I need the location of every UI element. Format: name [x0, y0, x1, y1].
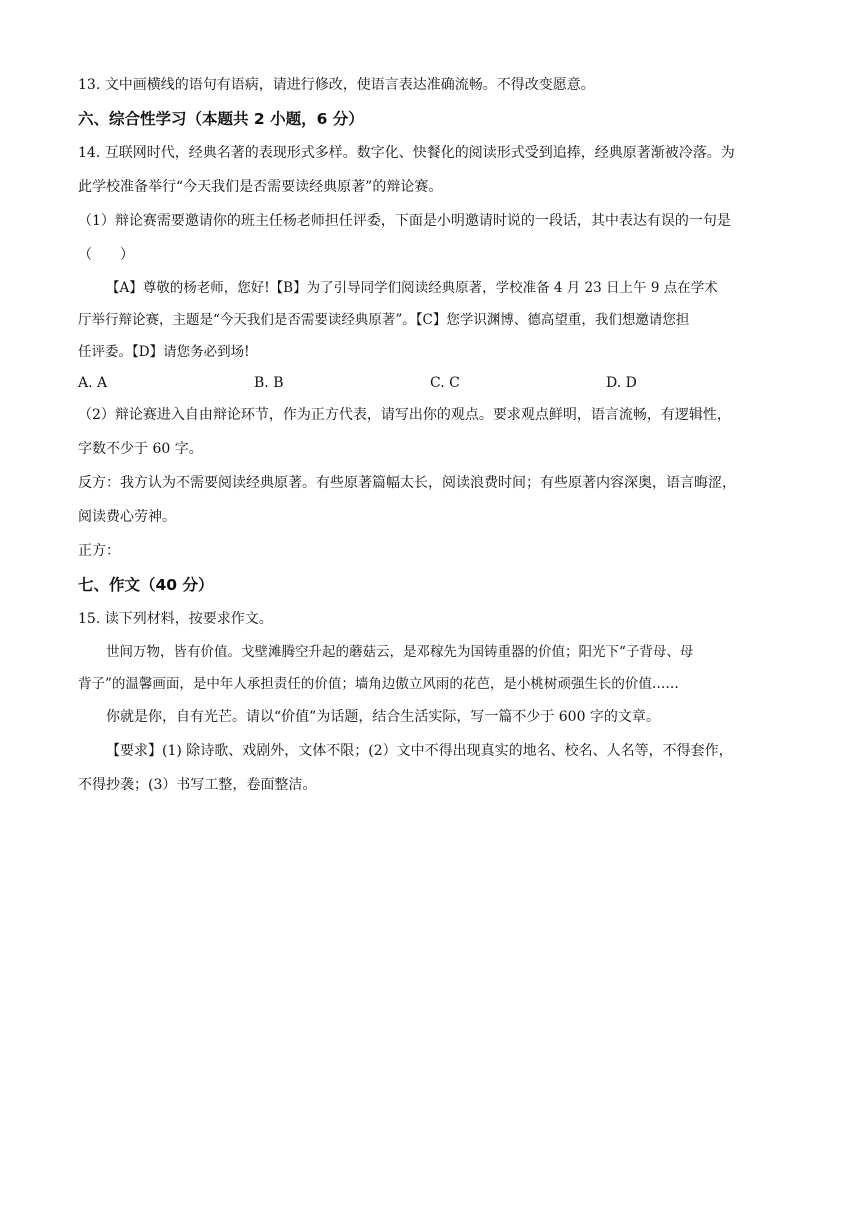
option-d[interactable]: D. D	[606, 375, 637, 391]
passage-line-2: 厅举行辩论赛，主题是“今天我们是否需要读经典原著”。【C】您学识渊博、德高望重，我们想邀请您担	[78, 312, 690, 328]
question-15: 15. 读下列材料，按要求作文。	[78, 611, 273, 627]
requirements-line-2: 不得抄袭；(3）书写工整，卷面整洁。	[78, 777, 317, 793]
option-b[interactable]: B. B	[254, 375, 284, 391]
answer-options	[78, 368, 784, 398]
question-14-line-2: 此学校准备举行“今天我们是否需要读经典原著”的辩论赛。	[78, 179, 443, 195]
section-6-heading: 六、综合性学习（本题共 2 小题，6 分）	[78, 110, 364, 128]
requirements-line-1: 【要求】(1) 除诗歌、戏剧外，文体不限；(2）文中不得出现真实的地名、校名、人名等，不得套作，	[106, 743, 733, 759]
material-line-2: 背子”的温馨画面，是中年人承担责任的价值；墙角边傲立风雨的花芭，是小桃树顽强生长的价值……	[78, 676, 679, 692]
question-14-2-line-1: （2）辩论赛进入自由辩论环节，作为正方代表，请写出你的观点。要求观点鲜明，语言流畅，有逻辑性，	[78, 407, 731, 423]
section-7-heading: 七、作文（40 分）	[78, 576, 214, 594]
passage-line-1: 【A】尊敬的杨老师，您好!【B】为了引导同学们阅读经典原著，学校准备 4 月 23 日上午 9 点在学术	[106, 280, 718, 296]
exam-page	[78, 68, 784, 802]
material-line-1: 世间万物，皆有价值。戈壁滩腾空升起的蘑菇云，是邓稼先为国铸重器的价值；阳光下“子背母、母	[106, 644, 694, 660]
opponent-line-2: 阅读费心劳神。	[78, 509, 176, 525]
passage-line-3: 任评委。【D】请您务必到场!	[78, 344, 250, 360]
option-a[interactable]: A. A	[78, 375, 108, 391]
opponent-line-1: 反方：我方认为不需要阅读经典原著。有些原著篇幅太长，阅读浪费时间；有些原著内容深奥，语言晦涩，	[78, 475, 736, 491]
question-14-line-1: 14. 互联网时代，经典名著的表现形式多样。数字化、快餐化的阅读形式受到追捧，经典原著渐被冷落。为	[78, 145, 735, 161]
proponent-label: 正方：	[78, 543, 120, 559]
question-13: 13. 文中画横线的语句有语病，请进行修改，使语言表达准确流畅。不得改变愿意。	[78, 77, 595, 93]
question-14-2-line-2: 字数不少于 60 字。	[78, 441, 203, 457]
essay-prompt: 你就是你，自有光芒。请以“价值”为话题，结合生活实际，写一篇不少于 600 字的文章。	[106, 709, 660, 725]
question-14-1-line-2: （ ）	[78, 247, 134, 263]
option-c[interactable]: C. C	[430, 375, 460, 391]
question-14-1-line-1: （1）辩论赛需要邀请你的班主任杨老师担任评委，下面是小明邀请时说的一段话，其中表达有误的一句是	[78, 213, 731, 229]
